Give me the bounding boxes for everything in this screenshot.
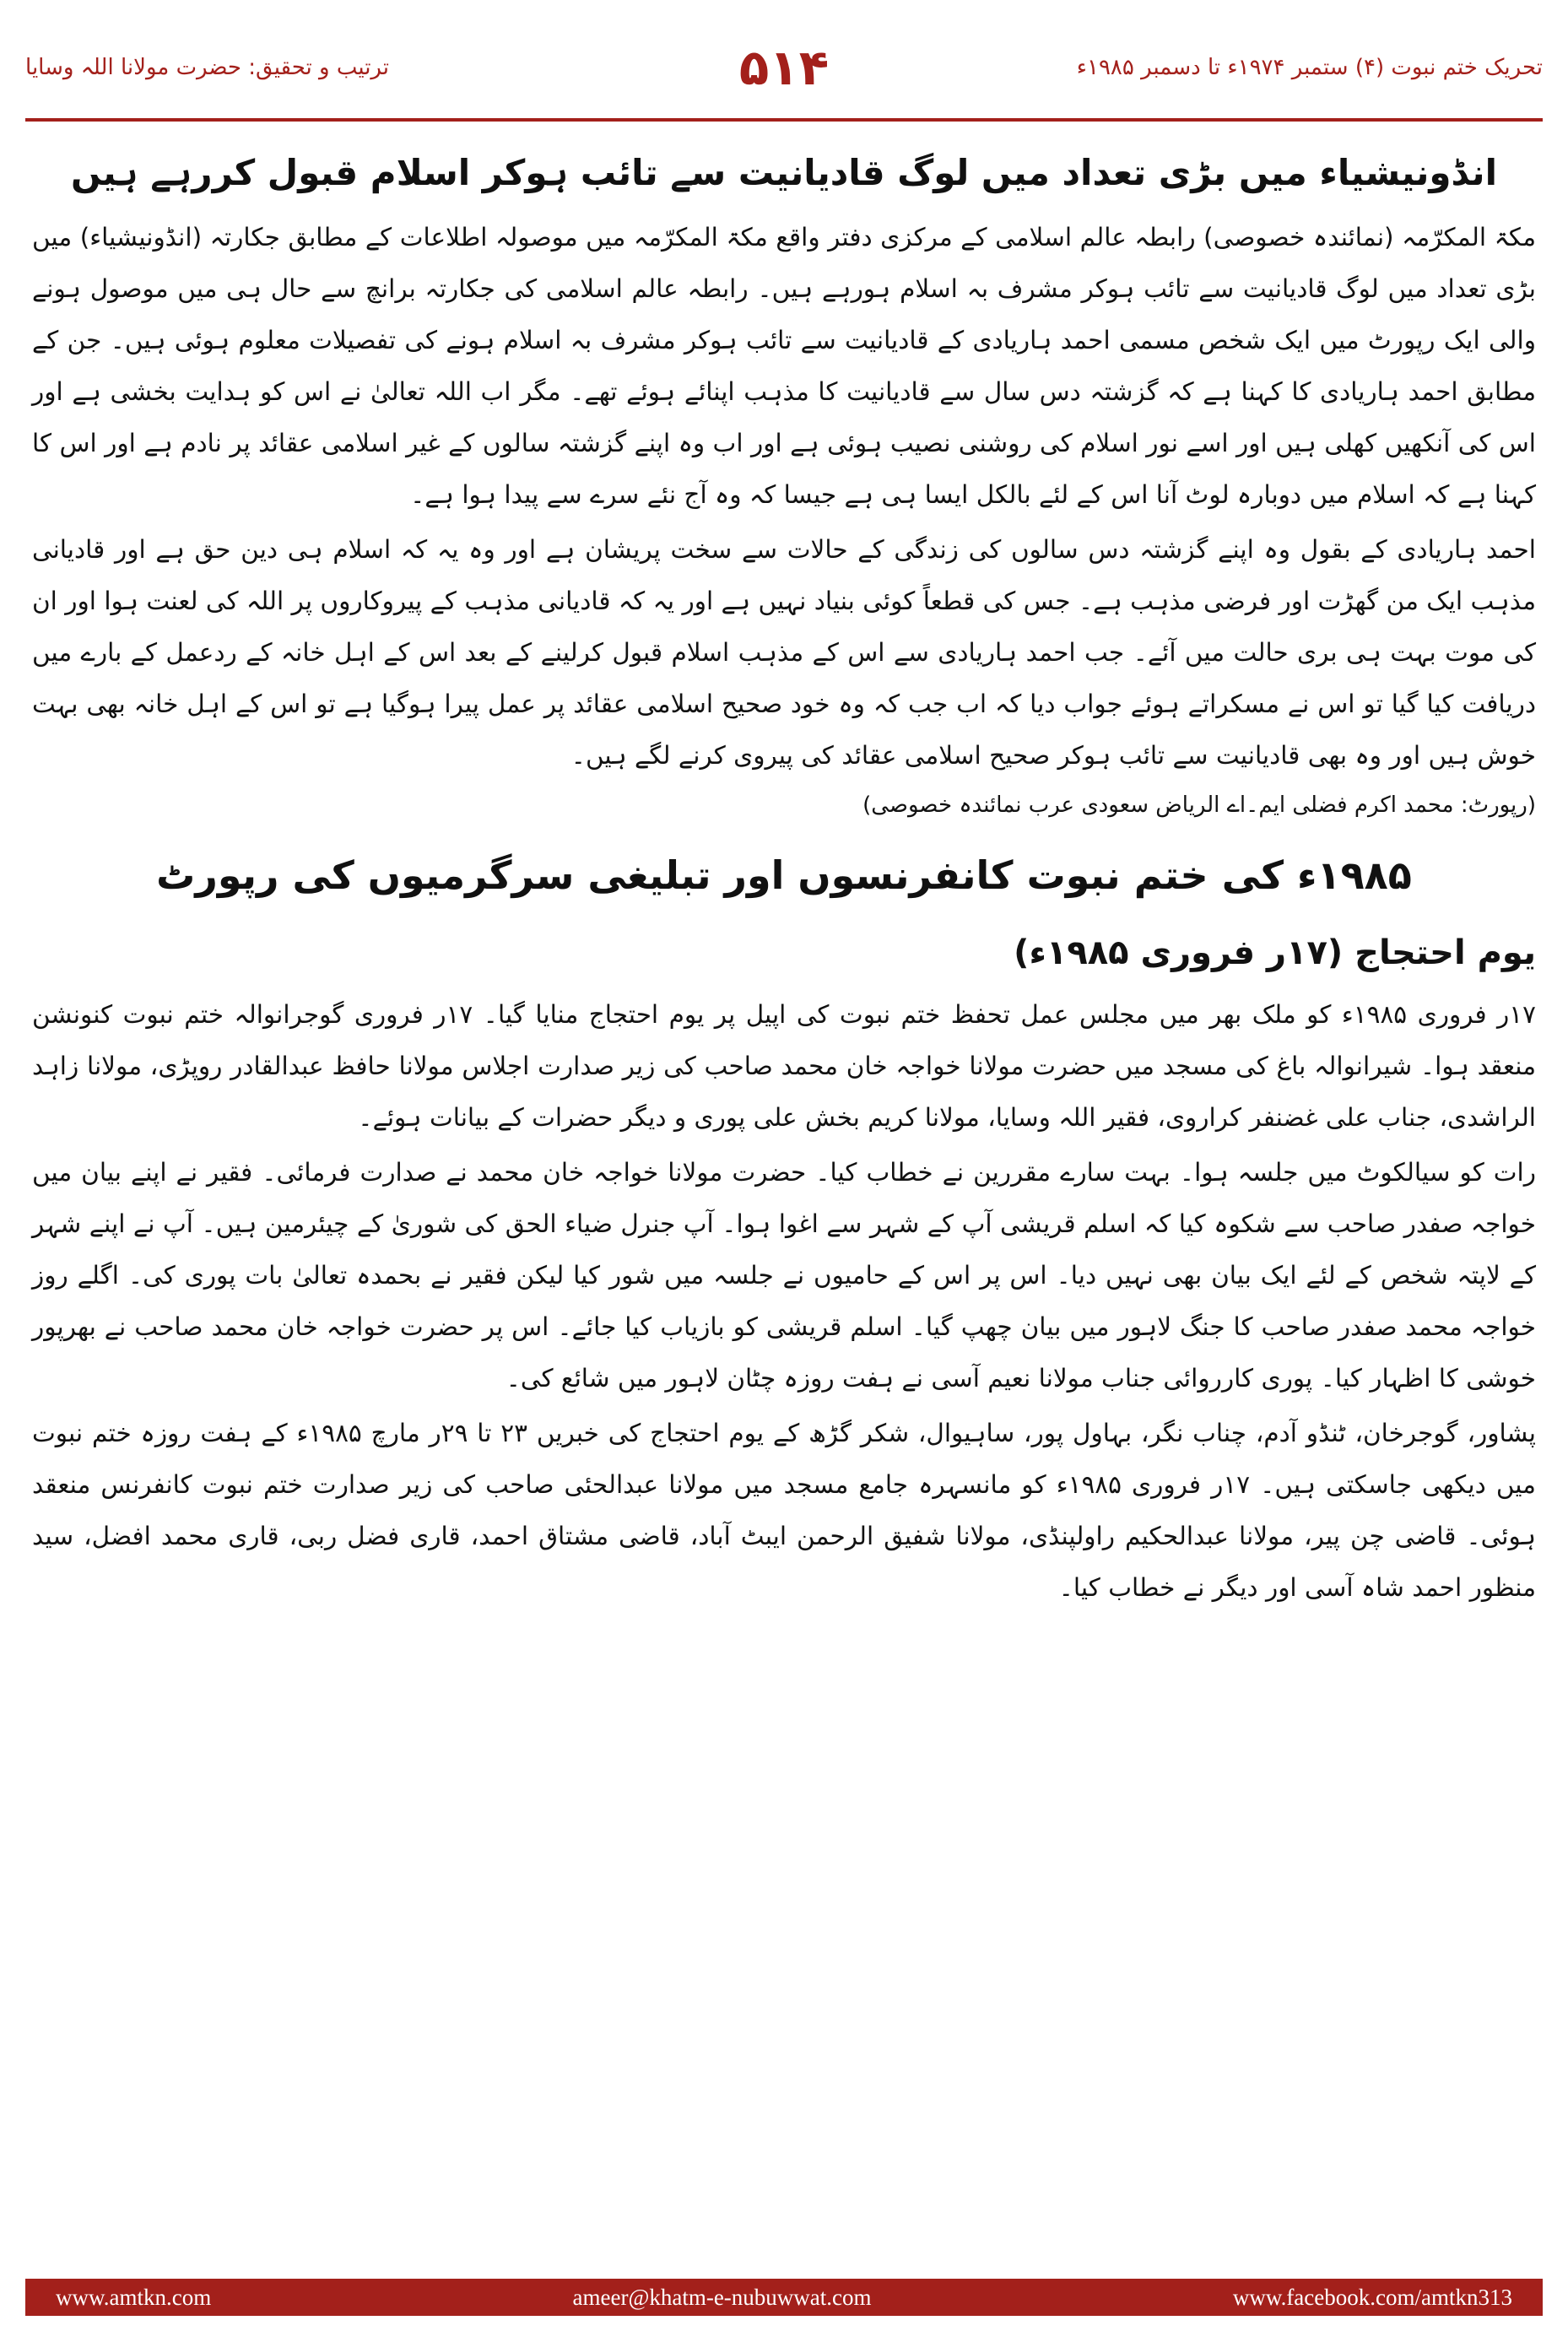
running-header-author: ترتیب و تحقیق: حضرت مولانا اللہ وسایا [25, 55, 390, 80]
footer-email-link[interactable]: ameer@khatm-e-nubuwwat.com [572, 2284, 872, 2310]
page-header [25, 25, 1543, 110]
footer-facebook-link[interactable]: www.facebook.com/amtkn313 [1232, 2284, 1512, 2310]
footer-website-link[interactable]: www.amtkn.com [56, 2284, 212, 2310]
article-2-paragraph: ۱۷ر فروری ۱۹۸۵ء کو ملک بھر میں مجلس عمل تحفظ ختم نبوت کی اپیل پر یوم احتجاج منایا گیا۔ ۱۷ر فروری گوجرانوالہ ختم نبوت کنونشن منعقد ہوا۔ شیرانوالہ باغ کی مسجد میں حضرت مولانا خواجہ خان محمد صاحب کی زیر صدارت اجلاس مولانا حافظ عبدالقادر روپڑی، مولانا زاہد الراشدی، جناب علی غضنفر کراروی، فقیر اللہ وسایا، مولانا کریم بخش علی پوری و دیگر حضرات کے بیانات ہوئے۔ [32, 1000, 1536, 1132]
article-1-paragraph: احمد ہاریادی کے بقول وہ اپنے گزشتہ دس سالوں کی زندگی کے حالات سے سخت پریشان ہے اور وہ یہ کہ اسلام ہی دین حق ہے اور قادیانی مذہب ایک من گھڑت اور فرضی مذہب ہے۔ جس کی قطعاً کوئی بنیاد نہیں ہے اور یہ کہ قادیانی مذہب کے پیروکاروں پر اللہ کی لعنت ہوا اور ان کی موت بہت ہی بری حالت میں آئے۔ جب احمد ہاریادی سے اس کے مذہب اسلام قبول کرلینے کے بعد اس کے اہل خانہ کے ردعمل کے بارے میں دریافت کیا گیا تو اس نے مسکراتے ہوئے جواب دیا کہ اب جب کہ وہ خود صحیح اسلامی عقائد پر عمل پیرا ہوگیا ہے تو اس کے اہل خانہ بھی بہت خوش ہیں اور وہ بھی قادیانیت سے تائب ہوکر صحیح اسلامی عقائد کی پیروی کرنے لگے ہیں۔ [32, 535, 1536, 770]
article-2-paragraph: پشاور، گوجرخان، ٹنڈو آدم، چناب نگر، بہاول پور، ساہیوال، شکر گڑھ کے یوم احتجاج کی خبریں ۲۳ تا ۲۹ر مارچ ۱۹۸۵ء کے ہفت روزہ ختم نبوت میں دیکھی جاسکتی ہیں۔ ۱۷ر فروری ۱۹۸۵ء کو مانسہرہ جامع مسجد میں مولانا عبدالحئی صاحب کی زیر صدارت ختم نبوت کانفرنس منعقد ہوئی۔ قاضی چن پیر، مولانا عبدالحکیم راولپنڈی، مولانا شفیق الرحمن ایبٹ آباد، قاضی مشتاق احمد، قاری فضل ربی، قاری محمد افضل، سید منظور احمد شاہ آسی اور دیگر نے خطاب کیا۔ [32, 1419, 1537, 1602]
page-number: ۵۱۴ [738, 39, 830, 96]
header-rule [25, 118, 1543, 122]
article-1-paragraph: مکۃ المکرّمہ (نمائندہ خصوصی) رابطہ عالم اسلامی کے مرکزی دفتر واقع مکۃ المکرّمہ میں موصولہ اطلاعات کے مطابق جکارتہ (انڈونیشیاء) میں بڑی تعداد میں لوگ قادیانیت سے تائب ہوکر مشرف بہ اسلام ہورہے ہیں۔ رابطہ عالم اسلامی کی جکارتہ برانچ سے حال ہی میں موصول ہونے والی ایک رپورٹ میں ایک شخص مسمی احمد ہاریادی کے قادیانیت سے تائب ہوکر مشرف بہ اسلام ہونے کی تفصیلات معلوم ہوئی ہیں۔ جن کے مطابق احمد ہاریادی کا کہنا ہے کہ گزشتہ دس سال سے قادیانیت کا مذہب اپنائے ہوئے تھے۔ مگر اب اللہ تعالیٰ نے اس کو ہدایت بخشی ہے اور اس کی آنکھیں کھلی ہیں اور اسے نور اسلام کی روشنی نصیب ہوئی ہے اور اب وہ اپنے گزشتہ سالوں کے غیر اسلامی عقائد پر نادم ہے اور اس کا کہنا ہے کہ اسلام میں دوبارہ لوٹ آنا اس کے لئے بالکل ایسا ہی ہے جیسا کہ وہ آج نئے سرے سے پیدا ہوا ہے۔ [32, 223, 1536, 509]
running-header-title: تحریک ختم نبوت (۴) ستمبر ۱۹۷۴ء تا دسمبر ۱۹۸۵ء [1076, 55, 1543, 80]
article-2-subtitle: یوم احتجاج (۱۷ر فروری ۱۹۸۵ء) [1014, 933, 1536, 972]
article-1-credit: (رپورٹ: محمد اکرم فضلی ایم۔اے الریاض سعودی عرب نمائندہ خصوصی) [862, 792, 1536, 818]
footer-bar [25, 2279, 1543, 2316]
article-1-title: انڈونیشیاء میں بڑی تعداد میں لوگ قادیانیت سے تائب ہوکر اسلام قبول کررہے ہیں [71, 152, 1497, 193]
article-2-title: ۱۹۸۵ء کی ختم نبوت کانفرنسوں اور تبلیغی سرگرمیوں کی رپورٹ [156, 852, 1412, 898]
page-content [32, 139, 1536, 1617]
article-2-paragraph: رات کو سیالکوٹ میں جلسہ ہوا۔ بہت سارے مقررین نے خطاب کیا۔ حضرت مولانا خواجہ خان محمد نے صدارت فرمائی۔ فقیر نے اپنے بیان میں خواجہ صفدر صاحب سے شکوہ کیا کہ اسلم قریشی آپ کے شہر سے اغوا ہوا۔ آپ جنرل ضیاء الحق کی شوریٰ کے چیئرمین ہیں۔ آپ نے اپنے شہر کے لاپتہ شخص کے لئے ایک بیان بھی نہیں دیا۔ اس پر اس کے حامیوں نے جلسہ میں شور کیا لیکن فقیر نے بحمدہ تعالیٰ بات پوری کی۔ اگلے روز خواجہ محمد صفدر صاحب کا جنگ لاہور میں بیان چھپ گیا۔ اسلم قریشی کو بازیاب کیا جائے۔ اس پر حضرت خواجہ خان محمد صاحب نے بھرپور خوشی کا اظہار کیا۔ پوری کارروائی جناب مولانا نعیم آسی نے ہفت روزہ چٹان لاہور میں شائع کی۔ [32, 1158, 1536, 1393]
